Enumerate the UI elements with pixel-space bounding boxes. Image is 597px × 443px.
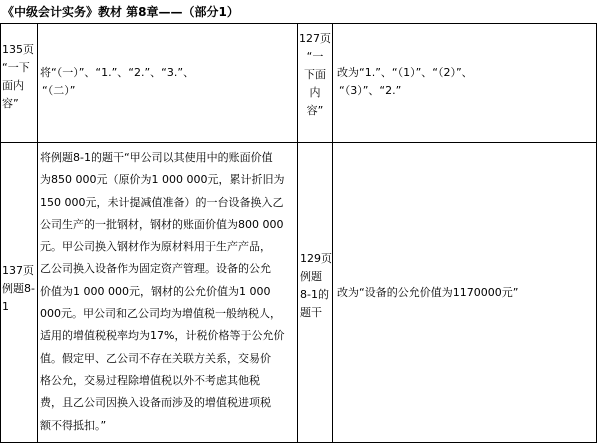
row2-page-b-line: 例题 [300, 270, 322, 283]
row2-content-a-line: 为850 000元（原价为1 000 000元，累计折旧为 [40, 173, 285, 187]
row2-content-b [337, 284, 595, 302]
document-title: 《中级会计实务》教材 第8章——（部分1） [2, 5, 239, 19]
row2-content-a-line: 将例题8-1的题干“甲公司以其使用中的账面价值 [40, 151, 273, 164]
row1-page-a-line: “一下 [2, 61, 30, 74]
row1-page-b-line: 内 [309, 86, 321, 99]
row2-content-a-line: 值。假定甲、乙公司不存在关联方关系，交易价 [40, 351, 271, 365]
row2-content-b-line: 改为“设备的公允价值为1170000元” [337, 286, 519, 299]
row2-content-a-line: 费，且乙公司因换入设备而涉及的增值税进项税 [40, 396, 271, 410]
row1-page-b-line: “一 [306, 50, 324, 63]
row1-content-b [337, 64, 595, 100]
row2-page-a-line: 1 [2, 300, 9, 313]
row2-content-a-line: 元。甲公司换入钢材作为原材料用于生产产品， [40, 240, 271, 254]
row2-content-a-line: 乙公司换入设备作为固定资产管理。设备的公允 [40, 262, 271, 276]
row1-page-a [2, 41, 36, 113]
row1-content-a-line: “（二）” [42, 84, 76, 97]
row1-content-a-line: 将“（一）”、“1.”、“2.”、“3.”、 [40, 66, 195, 79]
row2-page-b-line: 129页 [300, 252, 332, 265]
row1-page-a-line: 容” [2, 97, 19, 110]
row2-content-a-line: 额不得抵扣。” [40, 418, 107, 432]
row2-page-a-line: 137页 [2, 264, 34, 277]
row1-content-b-line: “（3）”、“2.” [339, 84, 402, 97]
row2-content-a [40, 147, 296, 437]
row2-content-a-line: 适用的增值税税率均为17%，计税价格等于公允价 [40, 329, 285, 343]
row2-content-a-line: 价值为1 000 000元，钢材的公允价值为1 000 [40, 284, 271, 298]
row2-content-a-line: 000元。甲公司和乙公司均为增值税一般纳税人， [40, 307, 281, 321]
row2-content-a-line: 公司生产的一批钢材，钢材的账面价值为800 000 [40, 217, 284, 231]
row1-content-a [40, 64, 296, 100]
row1-page-a-line: 135页 [2, 43, 34, 56]
row1-page-b-line: 下面 [304, 68, 326, 81]
row2-page-a [2, 262, 36, 316]
row1-page-b [298, 30, 332, 120]
row2-page-b [300, 250, 332, 322]
row1-page-b-line: 容” [306, 104, 324, 117]
row2-page-b-line: 题干 [300, 306, 322, 319]
row2-page-a-line: 例题8- [2, 282, 35, 295]
row2-content-a-line: 150 000元，未计提减值准备）的一台设备换入乙 [40, 195, 284, 209]
row2-content-a-line: 格公允，交易过程除增值税以外不考虑其他税 [40, 373, 260, 387]
row1-page-b-line: 127页 [299, 32, 331, 45]
row1-page-a-line: 面内 [2, 79, 24, 92]
row2-page-b-line: 8-1的 [300, 288, 329, 301]
row1-content-b-line: 改为“1.”、“（1）”、“（2）”、 [337, 66, 473, 79]
